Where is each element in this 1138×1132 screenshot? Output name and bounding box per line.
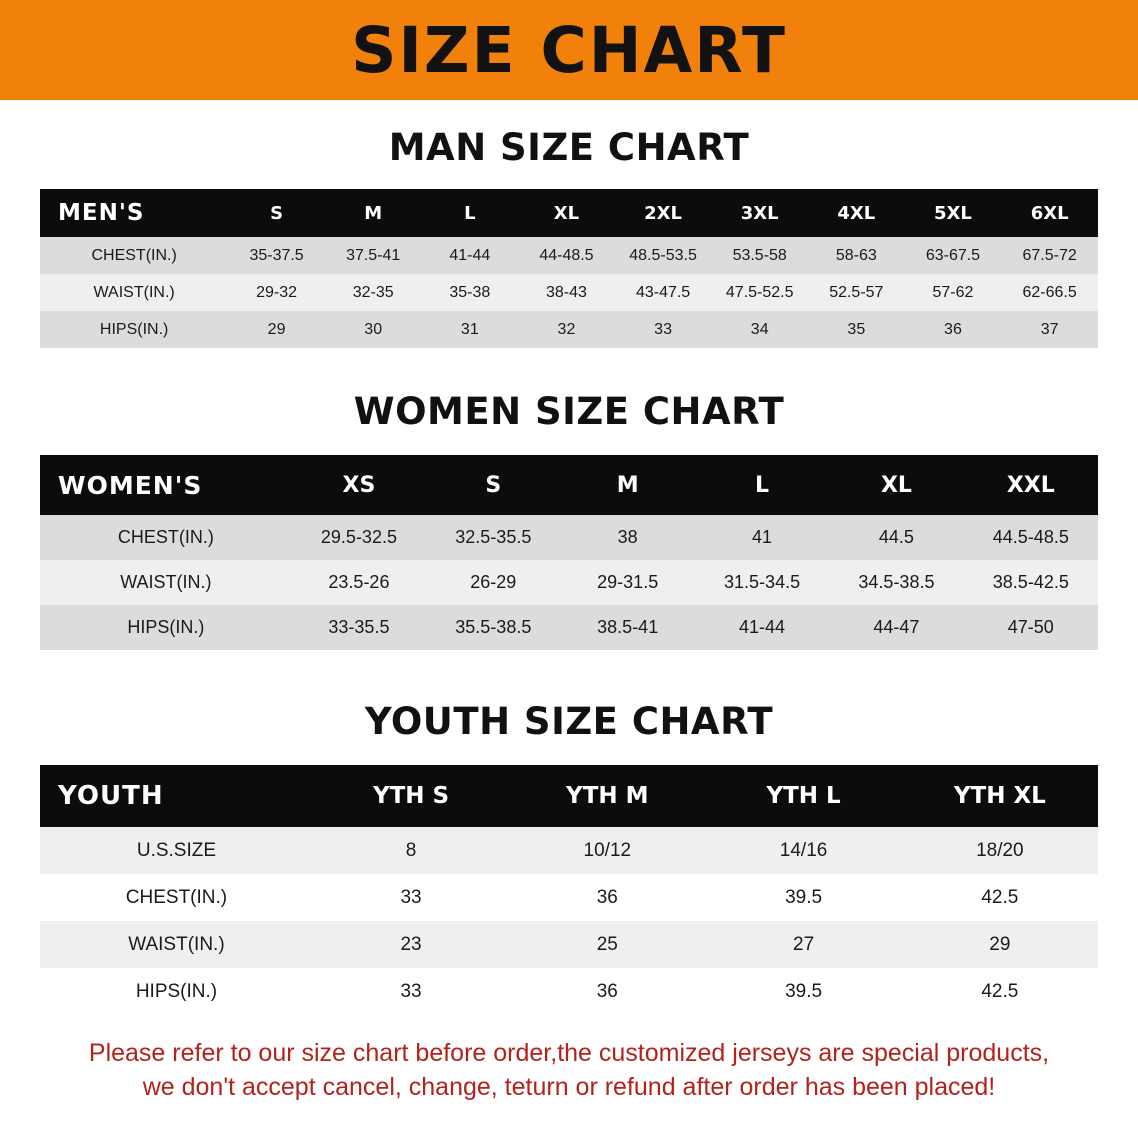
men-waist-s: 29-32	[228, 274, 325, 311]
table-row	[40, 874, 1098, 921]
men-chest-xl: 44-48.5	[518, 237, 615, 274]
men-hips-s: 29	[228, 311, 325, 348]
women-size-table	[40, 455, 1098, 650]
youth-waist-m: 25	[509, 921, 705, 968]
policy-note	[40, 1037, 1098, 1105]
men-header-4xl: 4XL	[808, 189, 905, 237]
youth-ussize-m: 10/12	[509, 827, 705, 874]
men-row-label-hips: HIPS(IN.)	[40, 311, 228, 348]
youth-table-wrap	[0, 765, 1138, 1015]
youth-hips-l: 39.5	[705, 968, 901, 1015]
men-waist-5xl: 57-62	[905, 274, 1002, 311]
youth-waist-l: 27	[705, 921, 901, 968]
men-waist-2xl: 43-47.5	[615, 274, 712, 311]
youth-size-table	[40, 765, 1098, 1015]
women-waist-xxl: 38.5-42.5	[964, 560, 1098, 605]
women-hips-xs: 33-35.5	[292, 605, 426, 650]
table-row	[40, 968, 1098, 1015]
women-chest-xl: 44.5	[829, 515, 963, 560]
men-hips-6xl: 37	[1001, 311, 1098, 348]
women-hips-xl: 44-47	[829, 605, 963, 650]
men-row-label-chest: CHEST(IN.)	[40, 237, 228, 274]
youth-ussize-l: 14/16	[705, 827, 901, 874]
women-waist-xl: 34.5-38.5	[829, 560, 963, 605]
women-chest-m: 38	[561, 515, 695, 560]
youth-chest-l: 39.5	[705, 874, 901, 921]
men-hips-4xl: 35	[808, 311, 905, 348]
women-row-label-hips: HIPS(IN.)	[40, 605, 292, 650]
women-chest-xs: 29.5-32.5	[292, 515, 426, 560]
women-hips-m: 38.5-41	[561, 605, 695, 650]
table-row	[40, 311, 1098, 348]
table-row	[40, 827, 1098, 874]
men-hips-5xl: 36	[905, 311, 1002, 348]
men-hips-3xl: 34	[711, 311, 808, 348]
men-row-label-waist: WAIST(IN.)	[40, 274, 228, 311]
women-header-xl: XL	[829, 455, 963, 515]
men-header-s: S	[228, 189, 325, 237]
women-chest-s: 32.5-35.5	[426, 515, 560, 560]
men-chest-2xl: 48.5-53.5	[615, 237, 712, 274]
table-row	[40, 515, 1098, 560]
youth-header-label: YOUTH	[40, 765, 313, 827]
man-table-wrap	[0, 189, 1138, 348]
table-header-row	[40, 455, 1098, 515]
youth-hips-m: 36	[509, 968, 705, 1015]
women-row-label-chest: CHEST(IN.)	[40, 515, 292, 560]
men-chest-3xl: 53.5-58	[711, 237, 808, 274]
youth-header-m: YTH M	[509, 765, 705, 827]
youth-header-s: YTH S	[313, 765, 509, 827]
women-waist-m: 29-31.5	[561, 560, 695, 605]
men-waist-m: 32-35	[325, 274, 422, 311]
men-header-3xl: 3XL	[711, 189, 808, 237]
youth-row-label-waist: WAIST(IN.)	[40, 921, 313, 968]
women-header-label: WOMEN'S	[40, 455, 292, 515]
women-row-label-waist: WAIST(IN.)	[40, 560, 292, 605]
women-waist-l: 31.5-34.5	[695, 560, 829, 605]
table-row	[40, 605, 1098, 650]
men-waist-4xl: 52.5-57	[808, 274, 905, 311]
women-waist-xs: 23.5-26	[292, 560, 426, 605]
youth-ussize-s: 8	[313, 827, 509, 874]
men-header-l: L	[422, 189, 519, 237]
men-header-xl: XL	[518, 189, 615, 237]
policy-note-line-2: we don't accept cancel, change, teturn or refund after order has been placed!	[142, 1072, 996, 1101]
women-header-m: M	[561, 455, 695, 515]
men-hips-xl: 32	[518, 311, 615, 348]
men-hips-2xl: 33	[615, 311, 712, 348]
men-header-2xl: 2XL	[615, 189, 712, 237]
men-chest-5xl: 63-67.5	[905, 237, 1002, 274]
youth-row-label-ussize: U.S.SIZE	[40, 827, 313, 874]
men-header-label: MEN'S	[40, 189, 228, 237]
youth-header-xl: YTH XL	[902, 765, 1098, 827]
youth-header-l: YTH L	[705, 765, 901, 827]
women-hips-xxl: 47-50	[964, 605, 1098, 650]
table-row	[40, 274, 1098, 311]
men-chest-l: 41-44	[422, 237, 519, 274]
men-waist-3xl: 47.5-52.5	[711, 274, 808, 311]
men-waist-l: 35-38	[422, 274, 519, 311]
men-header-6xl: 6XL	[1001, 189, 1098, 237]
page-banner	[0, 0, 1138, 100]
men-chest-4xl: 58-63	[808, 237, 905, 274]
women-waist-s: 26-29	[426, 560, 560, 605]
youth-ussize-xl: 18/20	[902, 827, 1098, 874]
women-chest-l: 41	[695, 515, 829, 560]
women-header-xxl: XXL	[964, 455, 1098, 515]
youth-chest-m: 36	[509, 874, 705, 921]
youth-hips-xl: 42.5	[902, 968, 1098, 1015]
women-hips-s: 35.5-38.5	[426, 605, 560, 650]
men-waist-6xl: 62-66.5	[1001, 274, 1098, 311]
youth-chest-s: 33	[313, 874, 509, 921]
youth-section-title: YOUTH SIZE CHART	[364, 700, 774, 743]
man-size-table	[40, 189, 1098, 348]
youth-row-label-chest: CHEST(IN.)	[40, 874, 313, 921]
men-chest-s: 35-37.5	[228, 237, 325, 274]
women-section-title: WOMEN SIZE CHART	[353, 390, 785, 433]
men-header-5xl: 5XL	[905, 189, 1002, 237]
youth-row-label-hips: HIPS(IN.)	[40, 968, 313, 1015]
men-header-m: M	[325, 189, 422, 237]
table-header-row	[40, 189, 1098, 237]
women-header-l: L	[695, 455, 829, 515]
men-chest-m: 37.5-41	[325, 237, 422, 274]
women-chest-xxl: 44.5-48.5	[964, 515, 1098, 560]
policy-note-line-1: Please refer to our size chart before order,the customized jerseys are special products,	[88, 1039, 1050, 1067]
men-chest-6xl: 67.5-72	[1001, 237, 1098, 274]
page-title: SIZE CHART	[351, 13, 787, 87]
table-row	[40, 237, 1098, 274]
women-header-s: S	[426, 455, 560, 515]
table-row	[40, 560, 1098, 605]
women-table-wrap	[0, 455, 1138, 650]
table-header-row	[40, 765, 1098, 827]
men-waist-xl: 38-43	[518, 274, 615, 311]
man-section-title: MAN SIZE CHART	[388, 126, 750, 169]
women-hips-l: 41-44	[695, 605, 829, 650]
table-row	[40, 921, 1098, 968]
youth-waist-s: 23	[313, 921, 509, 968]
youth-waist-xl: 29	[902, 921, 1098, 968]
men-hips-l: 31	[422, 311, 519, 348]
men-hips-m: 30	[325, 311, 422, 348]
women-header-xs: XS	[292, 455, 426, 515]
youth-hips-s: 33	[313, 968, 509, 1015]
youth-chest-xl: 42.5	[902, 874, 1098, 921]
